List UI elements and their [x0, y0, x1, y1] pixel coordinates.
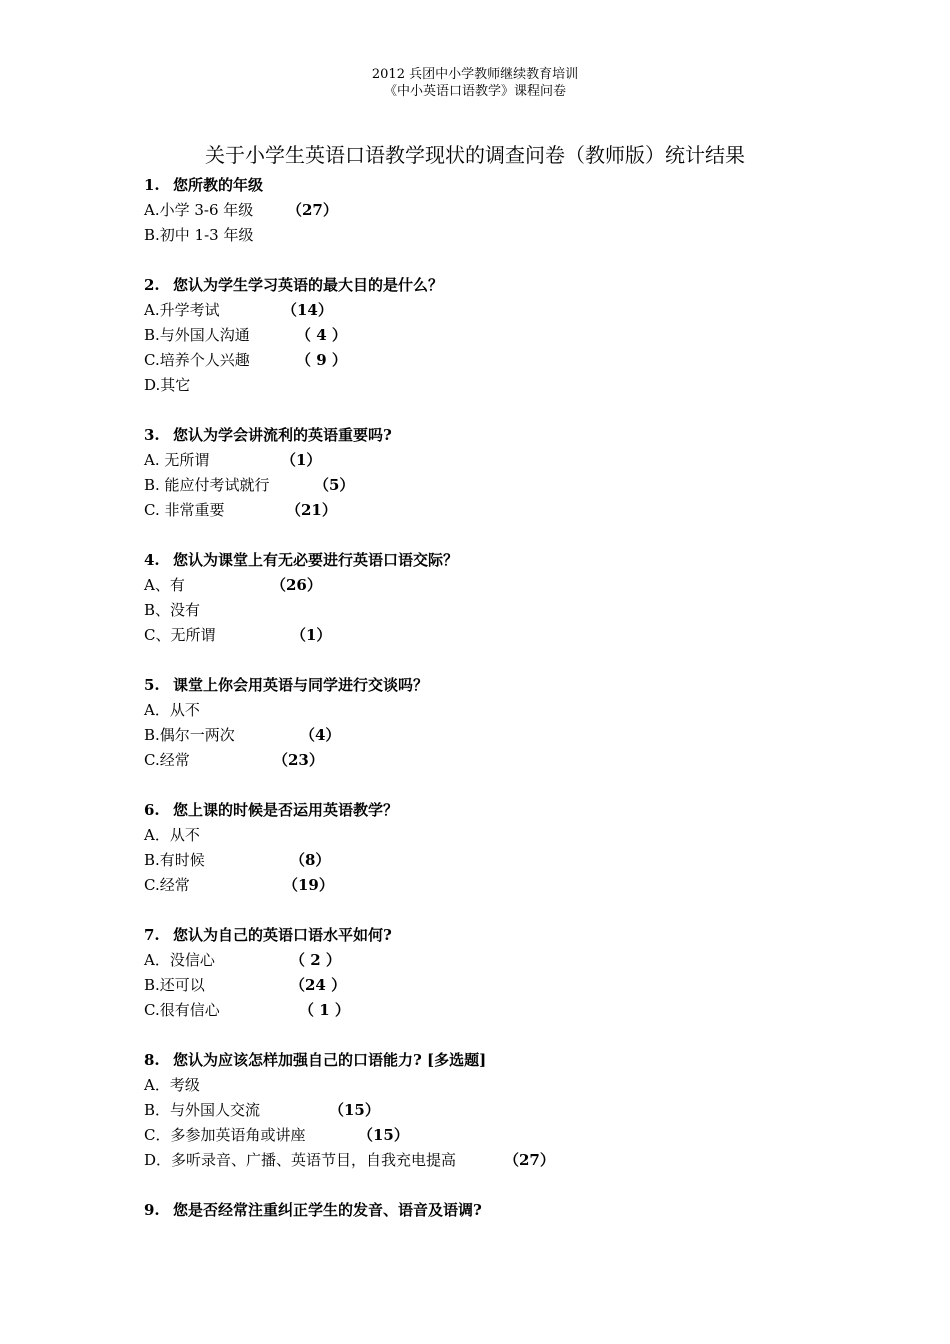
- question-7: [144, 923, 904, 1023]
- option-label: C．多参加英语角或讲座: [144, 1126, 306, 1144]
- option-row: [144, 748, 904, 773]
- option-label: B. 能应付考试就行: [144, 476, 270, 494]
- option-label: A．从不: [144, 701, 200, 719]
- option-row: [144, 1123, 904, 1148]
- question-text: 您认为应该怎样加强自己的口语能力? [多选题]: [173, 1051, 487, 1069]
- option-label: A．考级: [144, 1076, 200, 1094]
- option-label: B.有时候: [144, 851, 205, 869]
- question-list: [144, 173, 904, 1248]
- option-row: [144, 373, 904, 398]
- option-row: [144, 973, 904, 998]
- option-label: B.与外国人沟通: [144, 326, 250, 344]
- option-row: [144, 948, 904, 973]
- question-number: 1.: [144, 176, 160, 194]
- option-label: B．与外国人交流: [144, 1101, 261, 1119]
- option-label: C. 非常重要: [144, 501, 225, 519]
- question-text: 您所教的年级: [173, 176, 264, 194]
- option-row: [144, 1073, 904, 1098]
- question-number: 4.: [144, 551, 160, 569]
- option-row: [144, 323, 904, 348]
- option-label: C.经常: [144, 751, 190, 769]
- question-number: 7.: [144, 926, 160, 944]
- question-text: 您认为课堂上有无必要进行英语口语交际？: [173, 551, 459, 569]
- option-row: [144, 598, 904, 623]
- option-label: B.还可以: [144, 976, 205, 994]
- question-title: [144, 173, 904, 198]
- option-label: A. 无所谓: [144, 451, 210, 469]
- option-count: （ 4 ）: [296, 326, 347, 344]
- option-count: （15）: [329, 1101, 380, 1119]
- question-title: [144, 1198, 904, 1223]
- option-count: （26）: [271, 576, 322, 594]
- question-number: 6.: [144, 801, 160, 819]
- option-row: [144, 698, 904, 723]
- option-count: （21）: [286, 501, 337, 519]
- question-text: 您认为自己的英语口语水平如何?: [173, 926, 392, 944]
- question-number: 3.: [144, 426, 160, 444]
- option-label: A.小学 3-6 年级: [144, 201, 254, 219]
- option-label: B、没有: [144, 601, 201, 619]
- option-count: （4）: [300, 726, 341, 744]
- option-row: [144, 473, 904, 498]
- question-5: [144, 673, 904, 773]
- option-row: [144, 1098, 904, 1123]
- option-label: C、无所谓: [144, 626, 216, 644]
- question-8: [144, 1048, 904, 1173]
- question-number: 2.: [144, 276, 160, 294]
- option-count: （1）: [281, 451, 322, 469]
- option-row: [144, 198, 904, 223]
- question-9: [144, 1198, 904, 1223]
- option-label: A．没信心: [144, 951, 215, 969]
- option-row: [144, 1148, 904, 1173]
- option-count: （23）: [273, 751, 324, 769]
- question-number: 9.: [144, 1201, 160, 1219]
- question-3: [144, 423, 904, 523]
- option-row: [144, 348, 904, 373]
- option-row: [144, 998, 904, 1023]
- option-row: [144, 623, 904, 648]
- option-row: [144, 848, 904, 873]
- question-text: 您认为学会讲流利的英语重要吗?: [173, 426, 392, 444]
- question-text: 您认为学生学习英语的最大目的是什么？: [173, 276, 444, 294]
- question-text: 课堂上你会用英语与同学进行交谈吗？: [173, 676, 429, 694]
- option-label: A．从不: [144, 826, 200, 844]
- option-row: [144, 823, 904, 848]
- option-count: （ 1 ）: [299, 1001, 350, 1019]
- option-row: [144, 298, 904, 323]
- document-header: [0, 66, 950, 100]
- header-line-2: 《中小英语口语教学》课程问卷: [383, 84, 566, 99]
- question-1: [144, 173, 904, 248]
- option-count: （19）: [283, 876, 334, 894]
- option-row: [144, 448, 904, 473]
- option-label: C.经常: [144, 876, 190, 894]
- question-4: [144, 548, 904, 648]
- option-count: （ 2 ）: [290, 951, 341, 969]
- question-title: [144, 673, 904, 698]
- option-row: [144, 498, 904, 523]
- option-count: （8）: [290, 851, 331, 869]
- question-title: [144, 548, 904, 573]
- option-count: （5）: [314, 476, 355, 494]
- option-label: A、有: [144, 576, 185, 594]
- option-count: （1）: [291, 626, 332, 644]
- option-label: B.偶尔一两次: [144, 726, 235, 744]
- question-title: [144, 1048, 904, 1073]
- question-text: 您是否经常注重纠正学生的发音、语音及语调?: [173, 1201, 482, 1219]
- option-label: C.很有信心: [144, 1001, 220, 1019]
- option-label: D.其它: [144, 376, 191, 394]
- header-line-1: 2012 兵团中小学教师继续教育培训: [371, 67, 579, 82]
- option-label: C.培养个人兴趣: [144, 351, 250, 369]
- option-count: （15）: [358, 1126, 409, 1144]
- option-count: （24 ）: [290, 976, 347, 994]
- option-row: [144, 223, 904, 248]
- question-title: [144, 423, 904, 448]
- option-count: （ 9 ）: [296, 351, 347, 369]
- question-title: [144, 273, 904, 298]
- question-6: [144, 798, 904, 898]
- option-row: [144, 873, 904, 898]
- option-label: D．多听录音、广播、英语节目，自我充电提高: [144, 1151, 457, 1169]
- question-text: 您上课的时候是否运用英语教学？: [173, 801, 399, 819]
- option-count: （27）: [287, 201, 338, 219]
- option-label: B.初中 1-3 年级: [144, 226, 254, 244]
- option-count: （14）: [282, 301, 333, 319]
- option-row: [144, 573, 904, 598]
- option-count: （27）: [504, 1151, 555, 1169]
- document-title: 关于小学生英语口语教学现状的调查问卷（教师版）统计结果: [205, 143, 745, 167]
- question-number: 8.: [144, 1051, 160, 1069]
- question-2: [144, 273, 904, 398]
- option-row: [144, 723, 904, 748]
- option-label: A.升学考试: [144, 301, 220, 319]
- question-title: [144, 923, 904, 948]
- question-number: 5.: [144, 676, 160, 694]
- question-title: [144, 798, 904, 823]
